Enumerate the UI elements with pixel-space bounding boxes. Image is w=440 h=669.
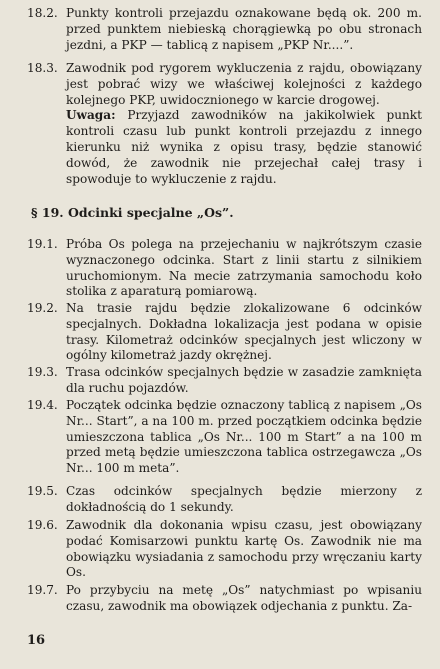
paragraph-number: 18.3. [27, 61, 58, 75]
paragraph-text: Na trasie rajdu będzie zlokalizowane 6 odcinków specjalnych. Dokładna lokalizacja jest podana w opisie trasy. Kilometraż odcinków specjalnych jest wliczony w ogólny kilometraż jazdy okrężnej. [66, 301, 422, 363]
section-heading: § 19. Odcinki specjalne „Os”. [31, 205, 234, 220]
paragraph-19-2 [27, 301, 422, 364]
paragraph-number: 19.6. [27, 518, 58, 532]
paragraph-number: 19.4. [27, 398, 58, 412]
note-text: Przyjazd zawodników na jakikolwiek punkt kontroli czasu lub punkt kontroli przejazdu z innego kierunku niż wynika z opisu trasy, będzie stanowić dowód, że zawodnik nie przejechał całej trasy i spowoduje to wykluczenie z rajdu. [66, 108, 422, 186]
note-label: Uwaga: [66, 108, 116, 123]
paragraph-text: Próba Os polega na przejechaniu w najkrótszym czasie wyznaczonego odcinka. Start z linii startu z silnikiem uruchomionym. Na mecie zatrzymania samochodu koło stolika z aparaturą pomiarową. [66, 237, 422, 299]
paragraph-text: Trasa odcinków specjalnych będzie w zasadzie zamknięta dla ruchu pojazdów. [66, 365, 422, 395]
paragraph-text: Zawodnik dla dokonania wpisu czasu, jest obowiązany podać Komisarzowi punktu kartę Os. Zawodnik nie ma obowiązku wysiadania z samochodu przy wręczaniu karty Os. [66, 518, 422, 580]
paragraph-number: 19.2. [27, 301, 58, 315]
paragraph-number: 19.7. [27, 583, 58, 597]
paragraph-18-3 [27, 61, 422, 187]
paragraph-text: Zawodnik pod rygorem wykluczenia z rajdu, obowiązany jest pobrać wizy we właściwej kolejności z każdego kolejnego PKP, uwidocznionego w karcie drogowej. [66, 61, 422, 107]
paragraph-19-3 [27, 365, 422, 397]
paragraph-number: 19.5. [27, 484, 58, 498]
paragraph-18-2 [27, 6, 422, 53]
paragraph-19-6 [27, 518, 422, 581]
paragraph-19-5 [27, 484, 422, 516]
paragraph-text: Czas odcinków specjalnych będzie mierzony z dokładnością do 1 sekundy. [66, 484, 422, 514]
paragraph-19-4 [27, 398, 422, 477]
paragraph-text: Początek odcinka będzie oznaczony tablicą z napisem „Os Nr... Start”, a na 100 m. przed początkiem odcinka będzie umieszczona tablica „Os Nr... 100 m Start” a na 100 m przed metą będzie umieszczona tablica ostrzegawcza „Os Nr... 100 m meta”. [66, 398, 422, 476]
paragraph-number: 19.1. [27, 237, 58, 251]
paragraph-19-7 [27, 583, 422, 615]
paragraph-text: Punkty kontroli przejazdu oznakowane będą ok. 200 m. przed punktem niebieską chorągiewką po obu stronach jezdni, a PKP — tablicą z napisem „PKP Nr....”. [66, 6, 422, 52]
paragraph-text: Po przybyciu na metę „Os” natychmiast po wpisaniu czasu, zawodnik ma obowiązek odjechania z punktu. Za- [66, 583, 422, 613]
paragraph-19-1 [27, 237, 422, 300]
page-number: 16 [27, 633, 46, 648]
paragraph-number: 19.3. [27, 365, 58, 379]
paragraph-number: 18.2. [27, 6, 58, 20]
